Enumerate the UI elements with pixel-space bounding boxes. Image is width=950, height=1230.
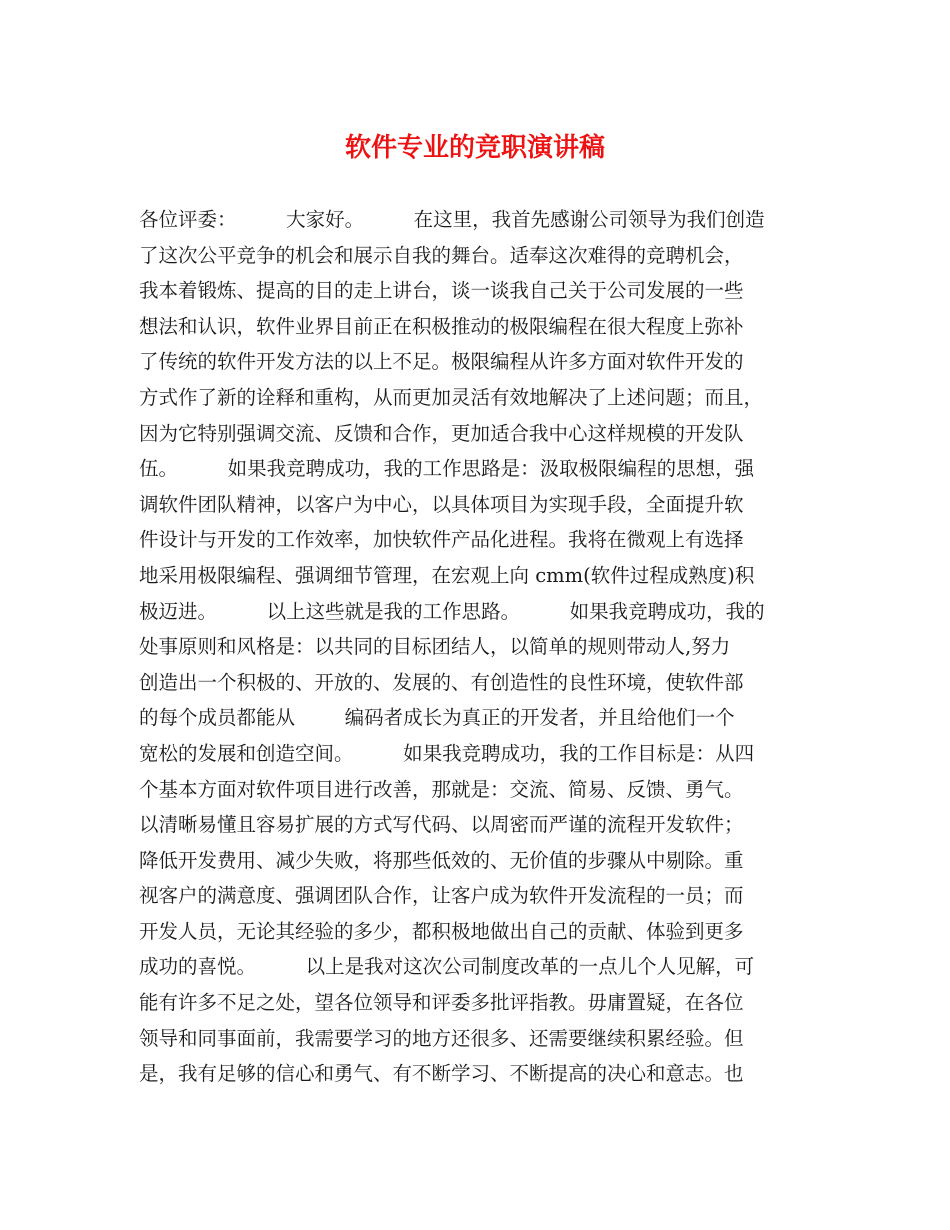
body-line: 视客户的满意度、强调团队合作，让客户成为软件开发流程的一员；而 (139, 884, 744, 908)
body-line: 地采用极限编程、强调细节管理，在宏观上向 cmm(软件过程成熟度)积 (139, 563, 755, 587)
body-line: 了这次公平竞争的机会和展示自我的舞台。适奉这次难得的竞聘机会， (139, 243, 744, 267)
body-line: 调软件团队精神，以客户为中心，以具体项目为实现手段，全面提升软 (139, 492, 744, 516)
body-line: 处事原则和风格是：以共同的目标团结人，以简单的规则带动人,努力 (139, 635, 731, 659)
body-line: 因为它特别强调交流、反馈和合作，更加适合我中心这样规模的开发队 (139, 421, 744, 445)
body-line: 宽松的发展和创造空间。 如果我竞聘成功，我的工作目标是：从四 (139, 741, 755, 765)
document-body (139, 202, 829, 1092)
body-line: 个基本方面对软件项目进行改善，那就是：交流、简易、反馈、勇气。 (139, 777, 744, 801)
body-line: 以清晰易懂且容易扩展的方式写代码、以周密而严谨的流程开发软件； (139, 813, 744, 837)
body-line: 领导和同事面前，我需要学习的地方还很多、还需要继续积累经验。但 (139, 1026, 744, 1050)
document-title: 软件专业的竞职演讲稿 (344, 133, 605, 163)
body-line: 极迈进。 以上这些就是我的工作思路。 如果我竞聘成功，我的 (139, 599, 765, 623)
body-line: 的每个成员都能从 编码者成长为真正的开发者，并且给他们一个 (139, 706, 735, 730)
body-line: 能有许多不足之处，望各位领导和评委多批评指教。毋庸置疑，在各位 (139, 991, 744, 1015)
body-line: 了传统的软件开发方法的以上不足。极限编程从许多方面对软件开发的 (139, 350, 744, 374)
body-line: 开发人员，无论其经验的多少，都积极地做出自己的贡献、体验到更多 (139, 919, 744, 943)
body-line: 伍。 如果我竞聘成功，我的工作思路是：汲取极限编程的思想，强 (139, 457, 755, 481)
body-line: 创造出一个积极的、开放的、发展的、有创造性的良性环境，使软件部 (139, 670, 744, 694)
body-line: 件设计与开发的工作效率，加快软件产品化进程。我将在微观上有选择 (139, 528, 744, 552)
body-line: 想法和认识，软件业界目前正在积极推动的极限编程在很大程度上弥补 (139, 314, 744, 338)
body-line: 成功的喜悦。 以上是我对这次公司制度改革的一点儿个人见解，可 (139, 955, 755, 979)
body-line: 方式作了新的诠释和重构，从而更加灵活有效地解决了上述问题；而且， (139, 385, 764, 409)
body-line: 各位评委： 大家好。 在这里，我首先感谢公司领导为我们创造 (139, 208, 765, 231)
body-line: 是，我有足够的信心和勇气、有不断学习、不断提高的决心和意志。也 (139, 1062, 744, 1086)
body-line: 降低开发费用、减少失败，将那些低效的、无价值的步骤从中剔除。重 (139, 848, 744, 872)
body-line: 我本着锻炼、提高的目的走上讲台，谈一谈我自己关于公司发展的一些 (139, 279, 744, 303)
